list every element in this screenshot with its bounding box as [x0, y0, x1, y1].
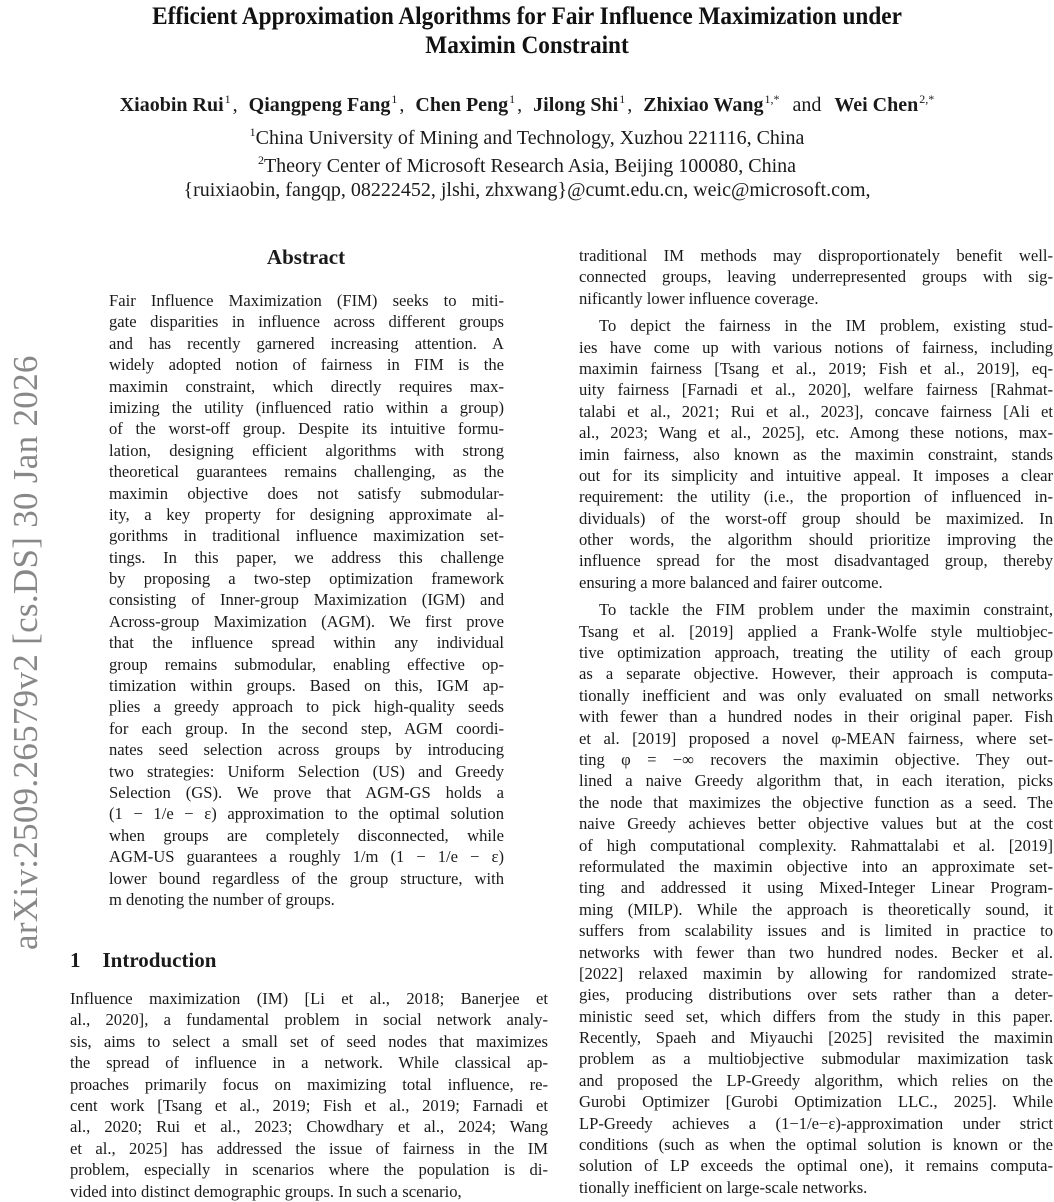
- text-line: ies have come up with various notions of fairness, including: [579, 337, 1053, 357]
- text-line: et al., 2025] has addressed the issue of fairness in the IM: [70, 1138, 548, 1158]
- text-line: al., 2020; Rui et al., 2023; Chowdhary et al., 2024; Wang: [70, 1117, 548, 1137]
- author-affil-mark: 1: [619, 92, 626, 106]
- section-number: 1: [70, 948, 81, 972]
- arxiv-stamp: arXiv:2509.26579v2 [cs.DS] 30 Jan 2026: [6, 355, 45, 950]
- author-name: Chen Peng: [415, 94, 509, 116]
- text-line: gorithms in traditional influence maximization set-: [109, 526, 504, 546]
- text-line: widely adopted notion of fairness in FIM is the: [109, 355, 504, 375]
- text-line: problem as a multiobjective submodular maximization task: [579, 1049, 1053, 1069]
- text-line: ministic seed set, which differs from the study in this paper.: [579, 1006, 1053, 1026]
- text-line: timization within groups. Based on this, IGM ap-: [109, 676, 504, 696]
- text-line: other words, the algorithm should prioritize improving the: [579, 530, 1053, 550]
- text-line: al., 2020], a fundamental problem in social network analy-: [70, 1010, 548, 1030]
- paragraph: [579, 599, 1053, 1198]
- introduction-left-column: [70, 988, 548, 1202]
- text-line: as a separate objective. However, their approach is computa-: [579, 664, 1053, 684]
- text-line: networks with fewer than two hundred nodes. Becker et al.: [579, 942, 1053, 962]
- text-line: dividuals) of the worst-off group should be maximized. In: [579, 508, 1053, 528]
- text-line: lower bound regardless of the group structure, with: [109, 868, 504, 888]
- text-line: sis, aims to select a small set of seed nodes that maximizes: [70, 1031, 548, 1051]
- author-affil-mark: 1,*: [764, 92, 780, 106]
- text-line: by proposing a two-step optimization framework: [109, 569, 504, 589]
- author-name: Xiaobin Rui: [119, 94, 224, 116]
- text-line: nates seed selection across groups by introducing: [109, 740, 504, 760]
- text-line: tionally inefficient and was only evaluated on small networks: [579, 685, 1053, 705]
- text-line: al., 2023; Wang et al., 2025], etc. Among these notions, max-: [579, 423, 1053, 443]
- author-list: Xiaobin Rui$^1$ , Qiangpeng Fang$^1$ , Chen Peng$^1$ , Jilong Shi$^1$ , Zhixiao Wang$^{1,*}$ and Wei Chen$^{2,*}$: [119, 92, 935, 116]
- text-line: group remains submodular, enabling effective op-: [109, 654, 504, 674]
- text-line: Fair Influence Maximization (FIM) seeks to miti-: [109, 291, 504, 310]
- text-line: traditional IM methods may disproportionately benefit well-: [579, 246, 1053, 265]
- abstract-body: [109, 290, 504, 910]
- text-line: tionally inefficient on large-scale networks.: [579, 1177, 868, 1197]
- text-line: requirement: the utility (i.e., the proportion of influenced in-: [579, 487, 1053, 507]
- text-line: gate disparities in influence across different groups: [109, 312, 504, 332]
- text-line: To depict the fairness in the IM problem, existing stud-: [599, 316, 1053, 336]
- text-line: cent work [Tsang et al., 2019; Fish et al., 2019; Farnadi et: [70, 1095, 548, 1115]
- text-line: ensuring a more balanced and fairer outcome.: [579, 572, 883, 592]
- text-line: and proposed the LP-Greedy algorithm, which relies on the: [579, 1070, 1053, 1090]
- author-affil-mark: 1: [391, 92, 398, 106]
- text-line: uity fairness [Farnadi et al., 2020], welfare fairness [Rahmat-: [579, 380, 1053, 400]
- text-line: ming (MILP). While the approach is theoretically sound, it: [579, 899, 1053, 919]
- text-line: lined a naive Greedy algorithm that, in each iteration, picks: [579, 771, 1053, 791]
- text-line: (1 − 1/e − ε) approximation to the optimal solution: [109, 804, 504, 824]
- text-line: imizing the utility (influenced ratio within a group): [109, 397, 504, 417]
- text-line: Gurobi Optimizer [Gurobi Optimization LLC., 2025]. While: [579, 1092, 1053, 1112]
- text-line: Across-group Maximization (AGM). We first prove: [109, 611, 504, 631]
- introduction-right-column: [579, 245, 1053, 1198]
- text-line: that the influence spread within any individual: [109, 633, 504, 653]
- author-emails: {ruixiaobin, fangqp, 08222452, jlshi, zhxwang}@cumt.edu.cn, weic@microsoft.com,: [183, 179, 871, 201]
- text-line: AGM-US guarantees a roughly 1/m (1 − 1/e − ε): [109, 847, 504, 867]
- paragraph: [579, 245, 1053, 309]
- text-line: maximin objective does not satisfy submodular-: [109, 483, 504, 503]
- text-line: plies a greedy approach to pick high-quality seeds: [109, 697, 504, 717]
- author-name: Wei Chen: [834, 94, 919, 116]
- text-line: Recently, Spaeh and Miyauchi [2025] revisited the maximin: [579, 1028, 1053, 1048]
- text-line: and has recently garnered increasing attention. A: [109, 333, 504, 353]
- text-line: et al. [2019] proposed a novel φ-MEAN fairness, where set-: [579, 728, 1053, 748]
- paragraph: [579, 315, 1053, 593]
- text-line: Tsang et al. [2019] applied a Frank-Wolfe style multiobjec-: [579, 621, 1053, 641]
- text-line: the node that maximizes the objective function as a seed. The: [579, 792, 1053, 812]
- author-name: Zhixiao Wang: [643, 94, 764, 116]
- title-line-1: Efficient Approximation Algorithms for Fair Influence Maximization under: [152, 3, 902, 30]
- text-line: tings. In this paper, we address this challenge: [109, 547, 504, 567]
- text-line: talabi et al., 2021; Rui et al., 2023], concave fairness [Ali et: [579, 401, 1053, 421]
- text-line: ting and addressed it using Mixed-Integer Linear Program-: [579, 878, 1053, 898]
- affiliation-mark: 1: [249, 125, 256, 139]
- text-line: conditions (such as when the optimal solution is known or the: [579, 1135, 1053, 1155]
- text-line: reformulated the maximin objective into an approximate set-: [579, 856, 1053, 876]
- author-name: Qiangpeng Fang: [248, 94, 391, 116]
- author-affil-mark: 2,*: [919, 92, 935, 106]
- text-line: theoretical guarantees remains challenging, as the: [109, 462, 504, 482]
- text-line: connected groups, leaving underrepresented groups with sig-: [579, 267, 1053, 287]
- text-line: of high computational complexity. Rahmattalabi et al. [2019]: [579, 835, 1053, 855]
- section-heading-introduction: [70, 947, 216, 973]
- text-line: imin fairness, also known as the maximin constraint, stands: [579, 444, 1053, 464]
- text-line: [2022] relaxed maximin by allowing for randomized strate-: [579, 963, 1053, 983]
- text-line: with fewer than a hundred nodes in their original paper. Fish: [579, 707, 1053, 727]
- text-line: To tackle the FIM problem under the maximin constraint,: [599, 600, 1053, 620]
- text-line: nificantly lower influence coverage.: [579, 288, 819, 308]
- title-line-2: Maximin Constraint: [425, 32, 629, 59]
- text-line: proaches primarily focus on maximizing total influence, re-: [70, 1074, 548, 1094]
- paper-title: [37, 2, 1017, 60]
- text-line: suffers from scalability issues and is limited in practice to: [579, 921, 1053, 941]
- section-title: Introduction: [102, 948, 217, 972]
- text-line: maximin fairness [Tsang et al., 2019; Fish et al., 2019], eq-: [579, 358, 1053, 378]
- text-line: ting φ = −∞ recovers the maximin objective. They out-: [579, 749, 1053, 769]
- text-line: consisting of Inner-group Maximization (IGM) and: [109, 590, 504, 610]
- text-line: problem, especially in scenarios where the population is di-: [70, 1160, 548, 1180]
- abstract-heading: Abstract: [266, 245, 346, 269]
- text-line: naive Greedy achieves better objective values but at the cost: [579, 814, 1053, 834]
- text-line: lation, designing efficient algorithms with strong: [109, 440, 504, 460]
- text-line: LP-Greedy achieves a (1−1/e−ε)-approximation under strict: [579, 1113, 1053, 1133]
- affiliation-text: China University of Mining and Technology, Xuzhou 221116, China: [255, 127, 805, 149]
- author-affil-mark: 1: [509, 92, 516, 106]
- text-line: for each group. In the second step, AGM coordi-: [109, 718, 504, 738]
- text-line: two strategies: Uniform Selection (US) and Greedy: [109, 761, 504, 781]
- text-line: the spread of influence in a network. While classical ap-: [70, 1053, 548, 1073]
- text-line: maximin constraint, which directly requires max-: [109, 376, 504, 396]
- affiliation-text: Theory Center of Microsoft Research Asia, Beijing 100080, China: [263, 155, 797, 177]
- text-line: vided into distinct demographic groups. In such a scenario,: [70, 1181, 462, 1201]
- text-line: Selection (GS). We prove that AGM-GS holds a: [109, 782, 504, 802]
- affiliation-mark: 2: [257, 153, 264, 167]
- text-line: influence spread for the most disadvantaged group, thereby: [579, 551, 1053, 571]
- text-line: tive optimization approach, treating the utility of each group: [579, 643, 1053, 663]
- text-line: ity, a key property for designing approximate al-: [109, 504, 504, 524]
- author-name: Jilong Shi: [533, 94, 619, 116]
- text-line: when groups are completely disconnected, while: [109, 825, 504, 845]
- text-line: m denoting the number of groups.: [109, 889, 335, 909]
- text-line: out for its simplicity and intuitive appeal. It imposes a clear: [579, 465, 1053, 485]
- text-line: Influence maximization (IM) [Li et al., 2018; Banerjee et: [70, 989, 548, 1008]
- author-affil-mark: 1: [224, 92, 231, 106]
- author-conjunction: and: [792, 94, 822, 116]
- text-line: of the worst-off group. Despite its intuitive formu-: [109, 419, 504, 439]
- affiliation-1: [0, 120, 1054, 150]
- text-line: gies, producing distributions over sets rather than a deter-: [579, 985, 1053, 1005]
- affiliation-2: [0, 148, 1054, 178]
- text-line: solution of LP exceeds the optimal one), it remains computa-: [579, 1156, 1053, 1176]
